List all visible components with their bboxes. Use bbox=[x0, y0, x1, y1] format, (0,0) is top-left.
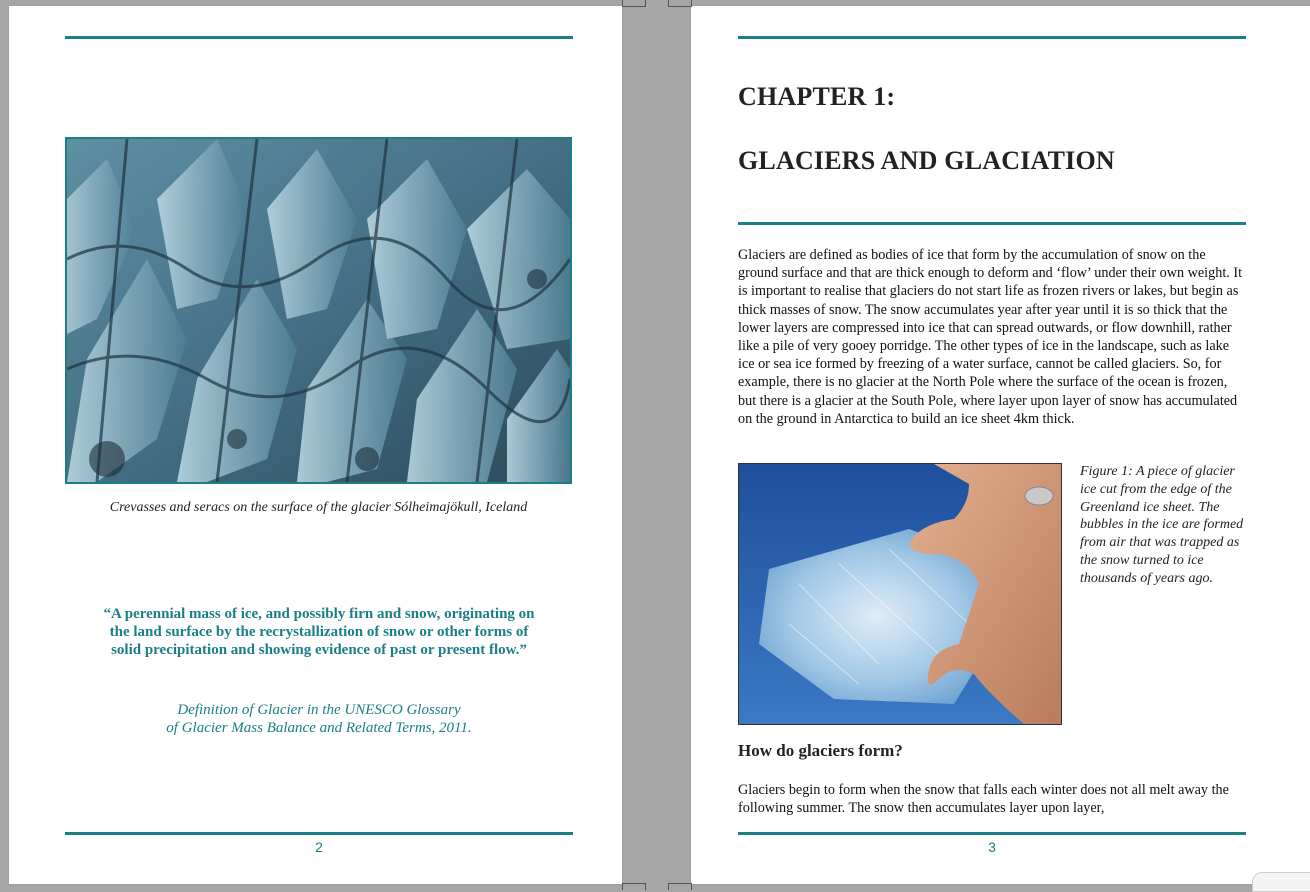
chapter-number: CHAPTER 1: bbox=[738, 82, 896, 111]
figure-1-caption: Figure 1: A piece of glacier ice cut from the edge of the Greenland ice sheet. The bubbles in the ice are formed from air that was trapped as the snow turned to ice thousands of years ago. bbox=[1080, 464, 1244, 586]
quote-source-line-1: Definition of Glacier in the UNESCO Glossary bbox=[177, 702, 461, 718]
chapter-title: GLACIERS AND GLACIATION bbox=[738, 146, 1115, 175]
top-rule bbox=[738, 36, 1246, 39]
quote-source-line-2: of Glacier Mass Balance and Related Terms, 2011. bbox=[166, 720, 472, 736]
glacier-definition-quote: “A perennial mass of ice, and possibly firn and snow, originating on the land surface by the recrystallization of snow or other forms of solid precipitation and showing evidence of past or present flow.” bbox=[103, 606, 535, 658]
quote-source bbox=[109, 701, 529, 737]
page-number: 3 bbox=[988, 839, 996, 855]
section-heading: How do glaciers form? bbox=[738, 741, 903, 760]
page-corner-marker bbox=[668, 0, 692, 7]
heading-rule bbox=[738, 222, 1246, 225]
page-3 bbox=[691, 6, 1310, 884]
top-rule bbox=[65, 36, 573, 39]
glacier-crevasses-photo bbox=[65, 137, 572, 484]
page-2 bbox=[9, 6, 622, 884]
photo-caption: Crevasses and seracs on the surface of the glacier Sólheimajökull, Iceland bbox=[109, 500, 528, 515]
bottom-rule bbox=[738, 832, 1246, 835]
page-number: 2 bbox=[315, 839, 323, 855]
body-paragraph-2: Glaciers begin to form when the snow that falls each winter does not all melt away the following summer. The snow then accumulates layer upon layer, bbox=[738, 782, 1229, 817]
floating-action-button[interactable] bbox=[1252, 872, 1310, 892]
glacier-ice-photo bbox=[738, 463, 1062, 725]
page-corner-marker bbox=[622, 0, 646, 7]
bottom-rule bbox=[65, 832, 573, 835]
body-paragraph-1: Glaciers are defined as bodies of ice that form by the accumulation of snow on the ground surface and that are thick enough to deform and ‘flow’ under their own weight. It is important to realise that glaciers do not start life as frozen rivers or lakes, but begin as thick masses of snow. The snow accumulates year after year until it is so thick that the lower layers are compressed into ice that can spread outwards, or flow downhill, rather like a pile of very gooey porridge. The other types of ice in the landscape, such as lake ice or sea ice formed by freezing of a water surface, cannot be called glaciers. So, for example, there is no glacier at the North Pole where the surface of the ocean is frozen, but there is a glacier at the South Pole, where layer upon layer of snow has accumulated on the ground in Antarctica to build an ice sheet 4km thick. bbox=[738, 247, 1243, 427]
